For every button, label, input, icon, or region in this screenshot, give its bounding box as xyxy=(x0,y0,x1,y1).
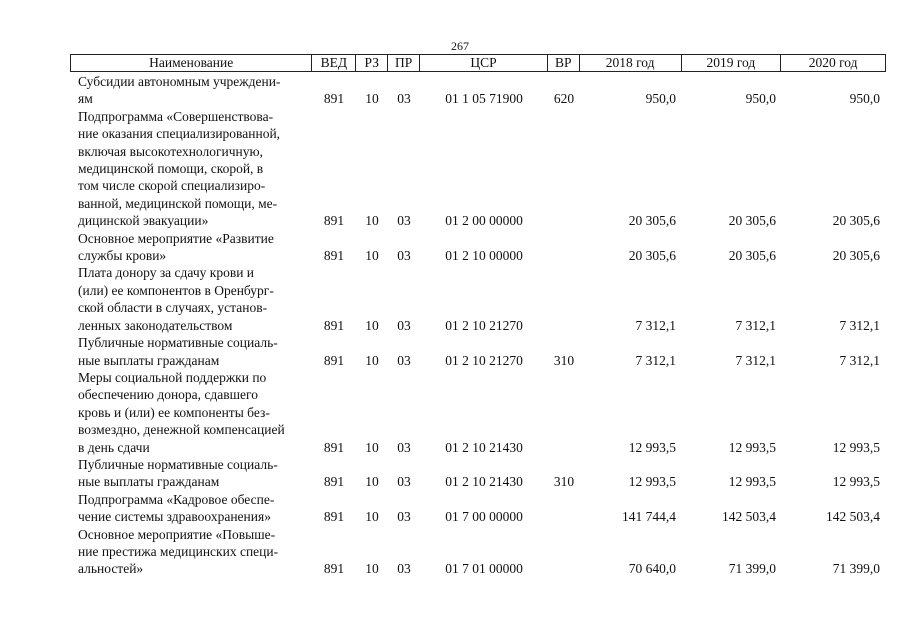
row-2018: 141 744,4 xyxy=(622,509,676,525)
row-rz: 10 xyxy=(365,91,379,107)
row-name: Основное мероприятие «Развитие службы крови» xyxy=(78,230,274,264)
row-2018: 7 312,1 xyxy=(635,317,676,333)
row-ved: 891 xyxy=(323,509,345,525)
row-2020: 7 312,1 xyxy=(839,317,880,333)
row-2020: 71 399,0 xyxy=(832,561,880,577)
row-name: Подпрограмма «Кадровое обеспе- чение системы здравоохранения» xyxy=(78,491,275,525)
table-row xyxy=(70,230,886,265)
row-2019: 142 503,4 xyxy=(722,509,776,525)
row-pr: 03 xyxy=(397,509,411,525)
row-2018: 950,0 xyxy=(645,91,676,107)
row-name: Субсидии автономным учреждени- ям xyxy=(78,74,281,107)
row-ved: 891 xyxy=(323,439,345,455)
row-2018: 7 312,1 xyxy=(635,352,676,368)
row-2020: 12 993,5 xyxy=(832,474,880,490)
row-2020: 20 305,6 xyxy=(832,248,880,264)
page-number: 267 xyxy=(451,39,469,53)
row-pr: 03 xyxy=(397,561,411,577)
row-rz: 10 xyxy=(365,317,379,333)
table-row xyxy=(70,491,886,526)
table-row xyxy=(70,108,886,230)
row-2020: 12 993,5 xyxy=(832,439,880,455)
row-pr: 03 xyxy=(397,352,411,368)
header-vr: ВР xyxy=(548,55,580,71)
row-2018: 12 993,5 xyxy=(628,439,676,455)
row-rz: 10 xyxy=(365,439,379,455)
row-csr: 01 2 10 21270 xyxy=(445,317,523,333)
table-row xyxy=(70,334,886,369)
row-vr: 310 xyxy=(553,352,575,368)
row-2019: 71 399,0 xyxy=(728,561,776,577)
row-pr: 03 xyxy=(397,439,411,455)
row-pr: 03 xyxy=(397,91,411,107)
row-vr: 310 xyxy=(553,474,575,490)
row-ved: 891 xyxy=(323,561,345,577)
row-rz: 10 xyxy=(365,509,379,525)
row-2018: 12 993,5 xyxy=(628,474,676,490)
row-csr: 01 2 10 21270 xyxy=(445,352,523,368)
header-2019: 2019 год xyxy=(682,55,782,71)
row-2020: 142 503,4 xyxy=(826,509,880,525)
header-name: Наименование xyxy=(71,55,312,71)
row-name: Плата донору за сдачу крови и (или) ее компонентов в Оренбург- ской области в случаях, установ- ленных законодательством xyxy=(78,265,274,333)
row-rz: 10 xyxy=(365,248,379,264)
row-ved: 891 xyxy=(323,474,345,490)
row-csr: 01 7 00 00000 xyxy=(445,509,523,525)
header-rz: РЗ xyxy=(356,55,388,71)
header-pr: ПР xyxy=(388,55,420,71)
row-ved: 891 xyxy=(323,248,345,264)
row-name: Меры социальной поддержки по обеспечению донора, сдавшего кровь и (или) ее компоненты без- возмездно, денежной компенсацией в день сдачи xyxy=(78,369,285,455)
row-2019: 950,0 xyxy=(745,91,776,107)
table-row xyxy=(70,456,886,491)
row-csr: 01 1 05 71900 xyxy=(445,91,523,107)
header-2018: 2018 год xyxy=(580,55,682,71)
row-2019: 12 993,5 xyxy=(728,474,776,490)
row-2019: 20 305,6 xyxy=(728,213,776,229)
row-csr: 01 2 00 00000 xyxy=(445,213,523,229)
row-2018: 70 640,0 xyxy=(628,561,676,577)
row-csr: 01 2 10 21430 xyxy=(445,439,523,455)
row-2020: 950,0 xyxy=(849,91,880,107)
row-2020: 7 312,1 xyxy=(839,352,880,368)
header-csr: ЦСР xyxy=(420,55,548,71)
row-2019: 12 993,5 xyxy=(728,439,776,455)
row-name: Публичные нормативные социаль- ные выплаты гражданам xyxy=(78,335,278,368)
row-name: Основное мероприятие «Повыше- ние престижа медицинских специ- альностей» xyxy=(78,526,279,577)
row-csr: 01 2 10 00000 xyxy=(445,248,523,264)
row-2020: 20 305,6 xyxy=(832,213,880,229)
row-ved: 891 xyxy=(323,91,345,107)
row-pr: 03 xyxy=(397,474,411,490)
row-pr: 03 xyxy=(397,213,411,229)
row-2019: 20 305,6 xyxy=(728,248,776,264)
row-rz: 10 xyxy=(365,352,379,368)
table-row xyxy=(70,526,886,578)
row-ved: 891 xyxy=(323,317,345,333)
row-csr: 01 7 01 00000 xyxy=(445,561,523,577)
row-2019: 7 312,1 xyxy=(735,352,776,368)
row-name: Подпрограмма «Совершенствова- ние оказания специализированной, включая высокотехнологичную, медицинской помощи, скорой, в том числе скорой специализиро- ванной, медицинской помощи, ме- дицинской эвакуации» xyxy=(78,108,281,229)
table-row xyxy=(70,264,886,334)
row-ved: 891 xyxy=(323,352,345,368)
table-row xyxy=(70,73,886,108)
row-rz: 10 xyxy=(365,561,379,577)
row-vr: 620 xyxy=(553,91,575,107)
row-pr: 03 xyxy=(397,317,411,333)
row-ved: 891 xyxy=(323,213,345,229)
budget-table xyxy=(70,73,886,578)
header-2020: 2020 год xyxy=(808,55,858,70)
header-ved: ВЕД xyxy=(312,55,356,71)
row-pr: 03 xyxy=(397,248,411,264)
table-row xyxy=(70,369,886,456)
row-name: Публичные нормативные социаль- ные выплаты гражданам xyxy=(78,456,278,490)
row-2018: 20 305,6 xyxy=(628,248,676,264)
row-csr: 01 2 10 21430 xyxy=(445,474,523,490)
row-rz: 10 xyxy=(365,474,379,490)
row-2019: 7 312,1 xyxy=(735,317,776,333)
row-2018: 20 305,6 xyxy=(628,213,676,229)
row-rz: 10 xyxy=(365,213,379,229)
table-header xyxy=(70,54,886,72)
